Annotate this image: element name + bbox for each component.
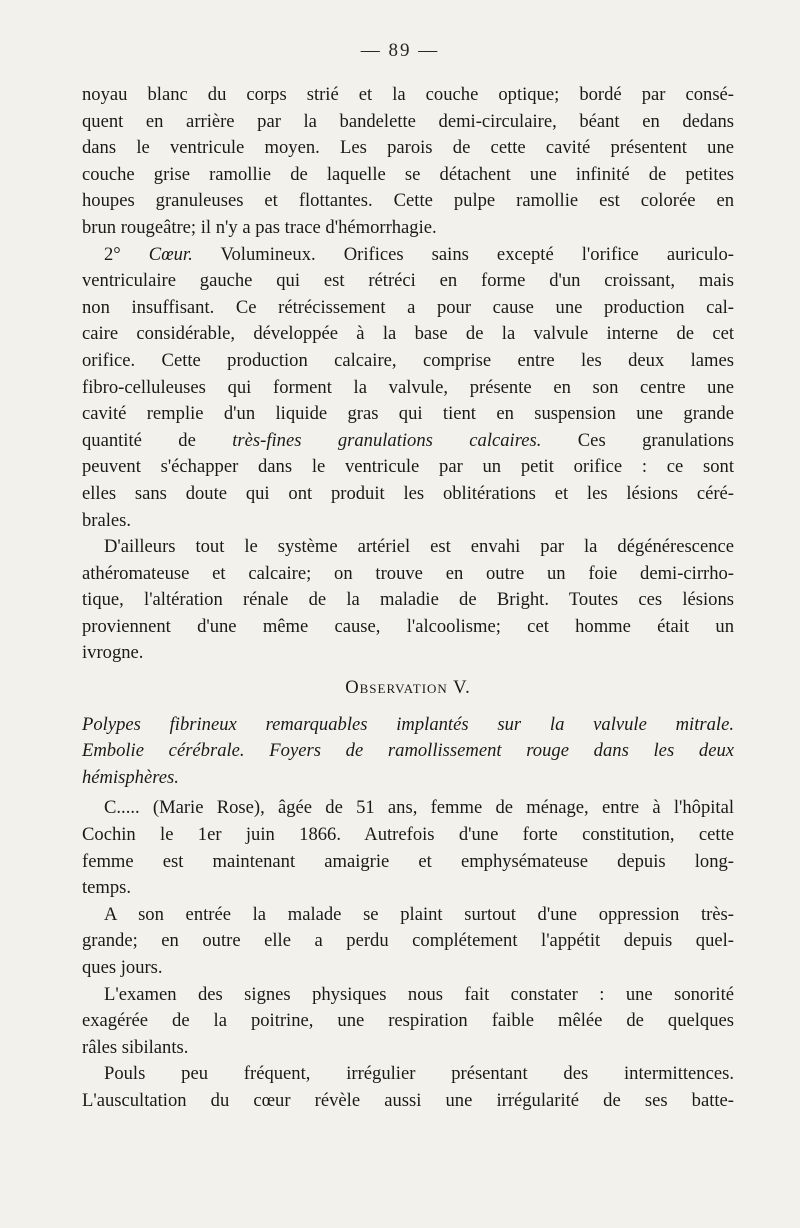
text-line: cavité remplie d'un liquide gras qui tient en suspension une grande — [82, 403, 734, 425]
text-line: elles sans doute qui ont produit les oblitérations et les lésions céré- — [82, 482, 734, 504]
text-line: râles sibilants. — [82, 1036, 189, 1058]
text-line: proviennent d'une même cause, l'alcoolisme; cet homme était un — [82, 615, 734, 637]
text-line: athéromateuse et calcaire; on trouve en outre un foie demi-cirrho- — [82, 562, 734, 584]
text-line: orifice. Cette production calcaire, comprise entre les deux lames — [82, 349, 734, 371]
text-line: D'ailleurs tout le système artériel est envahi par la dégénérescence — [104, 536, 734, 558]
text-line: non insuffisant. Ce rétrécissement a pour cause une production cal- — [82, 296, 734, 318]
observation-subtitle-line: Embolie cérébrale. Foyers de ramollissement rouge dans les deux — [82, 740, 734, 762]
text-line: L'examen des signes physiques nous fait constater : une sonorité — [104, 983, 734, 1005]
text-line: tique, l'altération rénale de la maladie de Bright. Toutes ces lésions — [82, 589, 734, 611]
text-line: fibro-celluleuses qui forment la valvule, présente en son centre une — [82, 376, 734, 398]
text-line: dans le ventricule moyen. Les parois de cette cavité présentent une — [82, 137, 734, 159]
text-line: A son entrée la malade se plaint surtout d'une oppression très- — [104, 903, 734, 925]
text-line: Cochin le 1er juin 1866. Autrefois d'une forte constitution, cette — [82, 824, 734, 846]
page-text — [82, 82, 734, 1115]
text-line: ivrogne. — [82, 642, 144, 664]
section-number: 2° — [104, 243, 149, 265]
page-number: — 89 — — [360, 40, 440, 61]
text-line: brales. — [82, 509, 132, 531]
observation-heading: Observation V. — [345, 677, 471, 699]
text-line: femme est maintenant amaigrie et emphysémateuse depuis long- — [82, 850, 734, 872]
text-fragment: Ces granulations — [541, 429, 734, 451]
text-line: exagérée de la poitrine, une respiration faible mêlée de quelques — [82, 1010, 734, 1032]
text-line — [82, 242, 734, 269]
text-line: couche grise ramollie de laquelle se détachent une infinité de petites — [82, 163, 734, 185]
italic-text: très-fines granulations calcaires. — [232, 429, 542, 451]
text-line: caire considérable, développée à la base de la valvule interne de cet — [82, 323, 734, 345]
text-line: grande; en outre elle a perdu complétement l'appétit depuis quel- — [82, 930, 734, 952]
text-line: noyau blanc du corps strié et la couche optique; bordé par consé- — [82, 84, 734, 105]
observation-subtitle-line: hémisphères. — [82, 766, 179, 788]
text-line: brun rougeâtre; il n'y a pas trace d'hémorrhagie. — [82, 216, 437, 238]
text-line: quent en arrière par la bandelette demi-circulaire, béant en dedans — [82, 110, 734, 132]
text-line: ventriculaire gauche qui est rétréci en forme d'un croissant, mais — [82, 270, 734, 292]
observation-subtitle-line: Polypes fibrineux remarquables implantés sur la valvule mitrale. — [82, 713, 734, 735]
text-line: ques jours. — [82, 957, 163, 978]
text-line — [82, 428, 734, 455]
text-line: temps. — [82, 877, 132, 899]
text-line: Pouls peu fréquent, irrégulier présentant des intermittences. — [104, 1063, 734, 1085]
text-line: C..... (Marie Rose), âgée de 51 ans, femme de ménage, entre à l'hôpital — [104, 797, 734, 819]
text-line: L'auscultation du cœur révèle aussi une irrégularité de ses batte- — [82, 1089, 734, 1111]
text-fragment: Volumineux. Orifices sains excepté l'orifice auriculo- — [192, 243, 734, 265]
text-line: houpes granuleuses et flottantes. Cette pulpe ramollie est colorée en — [82, 190, 734, 212]
section-title: Cœur. — [148, 243, 193, 265]
text-line: peuvent s'échapper dans le ventricule par un petit orifice : ce sont — [82, 456, 734, 478]
text-fragment: quantité de — [82, 429, 233, 451]
